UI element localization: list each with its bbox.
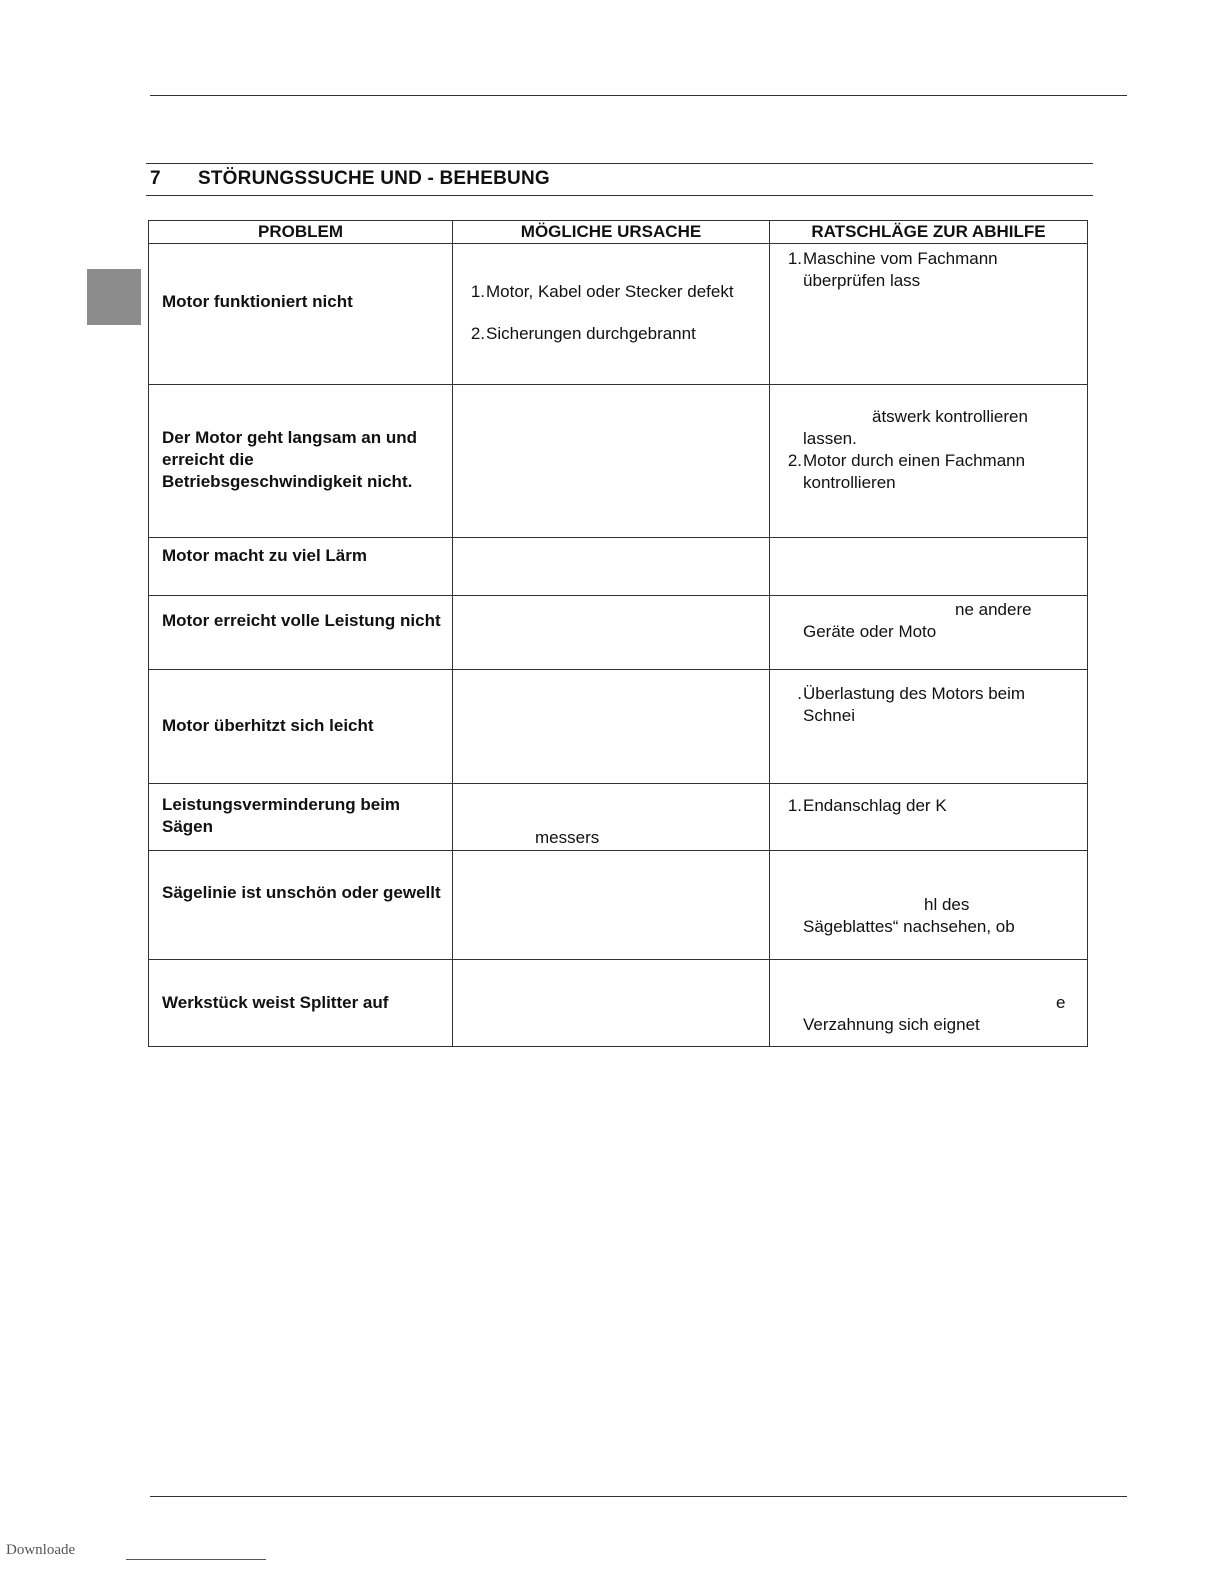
remedy-text: Verzahnung sich eignet: [803, 1015, 980, 1034]
cause-number: 2.: [470, 324, 485, 343]
remedy-cell: [770, 538, 1088, 596]
cause-cell: [453, 960, 770, 1047]
remedy-number: 1.: [787, 796, 802, 815]
problem-text: Motor funktioniert nicht: [162, 292, 353, 311]
remedy-text: kontrollieren: [803, 473, 896, 492]
problem-cell: [149, 960, 453, 1047]
table-header-row: [149, 221, 1088, 244]
cause-cell: [453, 244, 770, 385]
table-row: [149, 596, 1088, 670]
troubleshooting-table: [148, 220, 1088, 1047]
remedy-text: e: [1056, 993, 1066, 1012]
header-remedy: RATSCHLÄGE ZUR ABHILFE: [770, 221, 1088, 244]
remedy-cell: [770, 960, 1088, 1047]
cause-text: Sicherungen durchgebrannt: [486, 324, 696, 343]
remedy-cell: [770, 244, 1088, 385]
problem-text: Leistungsverminderung beim Sägen: [162, 795, 401, 836]
remedy-text: Sägeblattes“ nachsehen, ob: [803, 917, 1015, 936]
problem-text: Motor erreicht volle Leistung nicht: [162, 611, 441, 630]
remedy-number: 2.: [787, 451, 802, 470]
table-row: [149, 538, 1088, 596]
cause-cell: [453, 784, 770, 851]
problem-text: Der Motor geht langsam an und erreicht die Betriebsgeschwindigkeit nicht.: [162, 428, 418, 491]
remedy-text: Geräte oder Moto: [803, 622, 937, 641]
problem-cell: [149, 851, 453, 960]
problem-text: Motor überhitzt sich leicht: [162, 716, 374, 735]
remedy-text: Motor durch einen Fachmann: [803, 451, 1026, 470]
problem-cell: [149, 596, 453, 670]
remedy-number: 1.: [787, 249, 802, 268]
table-row: [149, 960, 1088, 1047]
header-problem: PROBLEM: [149, 221, 453, 244]
problem-text: Sägelinie ist unschön oder gewellt: [162, 883, 441, 902]
footer-downloaded-text: Downloade: [6, 1542, 76, 1558]
remedy-text: Endanschlag der K: [803, 796, 947, 815]
table-row: [149, 851, 1088, 960]
remedy-cell: [770, 784, 1088, 851]
problem-text: Motor macht zu viel Lärm: [162, 546, 367, 565]
side-tab-marker: [87, 269, 141, 325]
cause-cell: [453, 596, 770, 670]
problem-text: Werkstück weist Splitter auf: [162, 993, 389, 1012]
footer-link[interactable]: [126, 1559, 266, 1560]
remedy-cell: [770, 851, 1088, 960]
remedy-text: hl des: [924, 895, 970, 914]
top-rule: [150, 95, 1127, 96]
remedy-number: .: [797, 684, 802, 703]
cause-text: messers: [535, 828, 600, 847]
remedy-text: Schnei: [803, 706, 855, 725]
heading-rule-top: [146, 163, 1093, 164]
problem-cell: [149, 244, 453, 385]
remedy-text: Überlastung des Motors beim: [803, 684, 1026, 703]
table-row: [149, 244, 1088, 385]
cause-number: 1.: [470, 282, 485, 301]
cause-text: Motor, Kabel oder Stecker defekt: [486, 282, 734, 301]
remedy-cell: [770, 385, 1088, 538]
remedy-cell: [770, 596, 1088, 670]
header-cause: MÖGLICHE URSACHE: [453, 221, 770, 244]
problem-cell: [149, 784, 453, 851]
problem-cell: [149, 385, 453, 538]
section-title: STÖRUNGSSUCHE UND - BEHEBUNG: [198, 168, 550, 189]
table-row: [149, 670, 1088, 784]
table-row: [149, 784, 1088, 851]
bottom-rule: [150, 1496, 1127, 1497]
cause-cell: [453, 670, 770, 784]
heading-rule-bottom: [146, 195, 1093, 196]
section-number: 7: [150, 168, 161, 189]
remedy-text: ätswerk kontrollieren: [872, 407, 1028, 426]
remedy-text: Maschine vom Fachmann: [803, 249, 998, 268]
problem-cell: [149, 670, 453, 784]
remedy-text: überprüfen lass: [803, 271, 921, 290]
cause-cell: [453, 538, 770, 596]
table-row: [149, 385, 1088, 538]
cause-cell: [453, 385, 770, 538]
remedy-text: lassen.: [803, 429, 857, 448]
problem-cell: [149, 538, 453, 596]
remedy-text: ne andere: [955, 600, 1032, 619]
remedy-cell: [770, 670, 1088, 784]
cause-cell: [453, 851, 770, 960]
